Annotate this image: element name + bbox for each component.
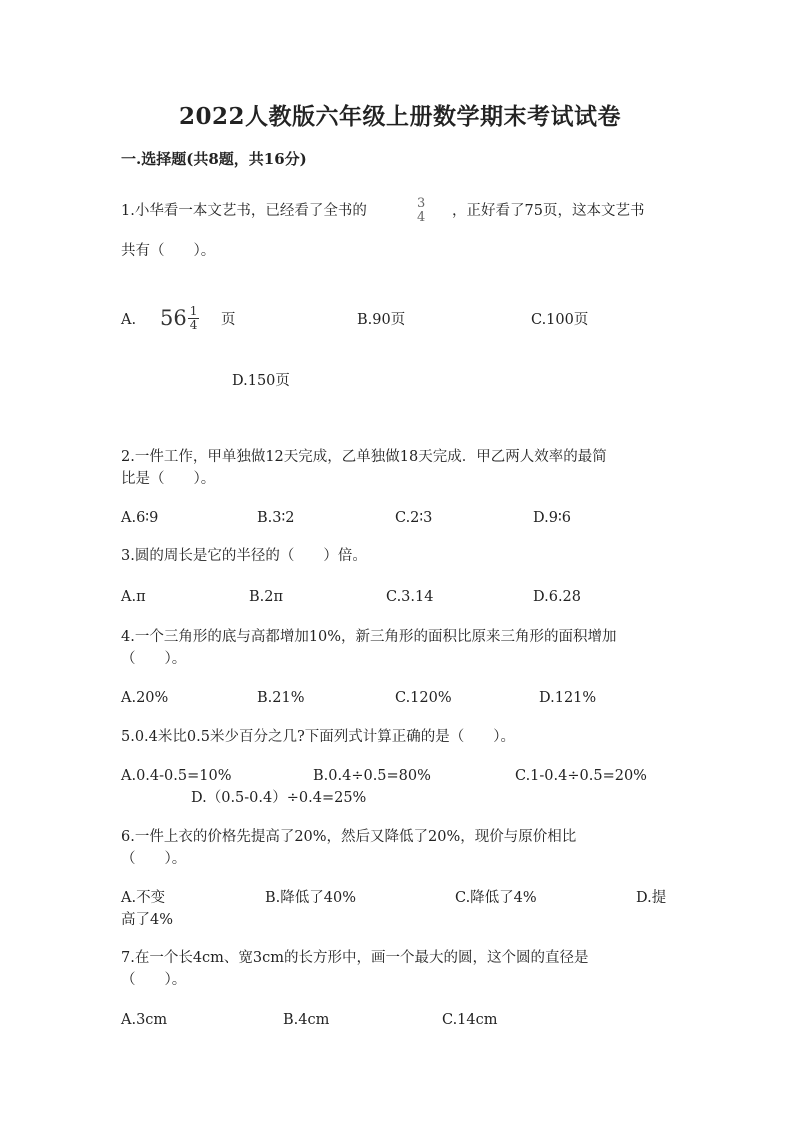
question-6-option-d: D.提 bbox=[636, 890, 667, 906]
question-3-option-c: C.3.14 bbox=[386, 589, 434, 605]
question-2-option-b: B.3∶2 bbox=[257, 510, 295, 526]
question-4-line2: （ ）。 bbox=[121, 651, 187, 667]
question-4-option-d: D.121% bbox=[539, 690, 597, 706]
question-5-option-c: C.1-0.4÷0.5=20% bbox=[515, 768, 647, 784]
question-1-option-a-unit: 页 bbox=[221, 312, 236, 328]
question-3-option-d: D.6.28 bbox=[533, 589, 582, 605]
page-title: 2022人教版六年级上册数学期末考试试卷 bbox=[178, 103, 621, 130]
mixed-numerator: 1 bbox=[189, 304, 198, 318]
question-6-line1: 6.一件上衣的价格先提高了20%，然后又降低了20%，现价与原价相比 bbox=[121, 829, 577, 845]
fraction-numerator: 3 bbox=[417, 196, 426, 211]
question-5-option-a: A.0.4-0.5=10% bbox=[121, 768, 232, 784]
question-5-line1: 5.0.4米比0.5米少百分之几?下面列式计算正确的是（ ）。 bbox=[121, 729, 515, 745]
question-1-stem-part2: ，正好看了75页，这本文艺书 bbox=[452, 203, 645, 219]
question-6-option-a: A.不变 bbox=[121, 890, 166, 906]
question-6-option-c: C.降低了4% bbox=[455, 890, 537, 906]
question-6-option-b: B.降低了40% bbox=[265, 890, 356, 906]
fraction-denominator: 4 bbox=[417, 209, 426, 225]
question-2-option-d: D.9∶6 bbox=[533, 510, 571, 526]
question-3-option-b: B.2π bbox=[249, 589, 284, 605]
question-5-option-d: D.（0.5-0.4）÷0.4=25% bbox=[191, 790, 367, 806]
question-1-option-a-mixed-number bbox=[160, 305, 199, 331]
question-7-line2: （ ）。 bbox=[121, 972, 187, 988]
question-4-option-a: A.20% bbox=[121, 690, 169, 706]
question-1-option-c: C.100页 bbox=[531, 312, 589, 328]
mixed-whole: 56 bbox=[160, 305, 187, 330]
question-1-stem-line2: 共有（ ）。 bbox=[121, 243, 216, 259]
question-3-option-a: A.π bbox=[121, 589, 146, 605]
question-6-option-d-continued: 高了4% bbox=[121, 912, 174, 928]
question-4-option-b: B.21% bbox=[257, 690, 305, 706]
question-1-option-a-label: A. bbox=[121, 312, 137, 328]
question-2-line1: 2.一件工作，甲单独做12天完成，乙单独做18天完成．甲乙两人效率的最简 bbox=[121, 449, 607, 465]
question-4-line1: 4.一个三角形的底与高都增加10%，新三角形的面积比原来三角形的面积增加 bbox=[121, 629, 617, 645]
question-5-option-b: B.0.4÷0.5=80% bbox=[313, 768, 431, 784]
question-2-option-c: C.2∶3 bbox=[395, 510, 433, 526]
question-6-line2: （ ）。 bbox=[121, 851, 187, 867]
question-4-option-c: C.120% bbox=[395, 690, 452, 706]
question-7-option-b: B.4cm bbox=[283, 1012, 330, 1028]
mixed-denominator: 4 bbox=[189, 317, 198, 332]
question-2-option-a: A.6∶9 bbox=[121, 510, 159, 526]
question-7-option-a: A.3cm bbox=[121, 1012, 168, 1028]
question-2-line2: 比是（ ）。 bbox=[121, 471, 216, 487]
question-3-line1: 3.圆的周长是它的半径的（ ）倍。 bbox=[121, 548, 367, 564]
question-1-fraction bbox=[415, 197, 427, 224]
question-1-option-d: D.150页 bbox=[232, 373, 290, 389]
question-1-stem-part1: 1.小华看一本文艺书，已经看了全书的 bbox=[121, 203, 367, 219]
question-7-option-c: C.14cm bbox=[442, 1012, 498, 1028]
question-7-line1: 7.在一个长4cm、宽3cm的长方形中，画一个最大的圆，这个圆的直径是 bbox=[121, 950, 589, 966]
question-1-option-b: B.90页 bbox=[357, 312, 406, 328]
section-heading: 一.选择题(共8题，共16分) bbox=[121, 150, 307, 168]
